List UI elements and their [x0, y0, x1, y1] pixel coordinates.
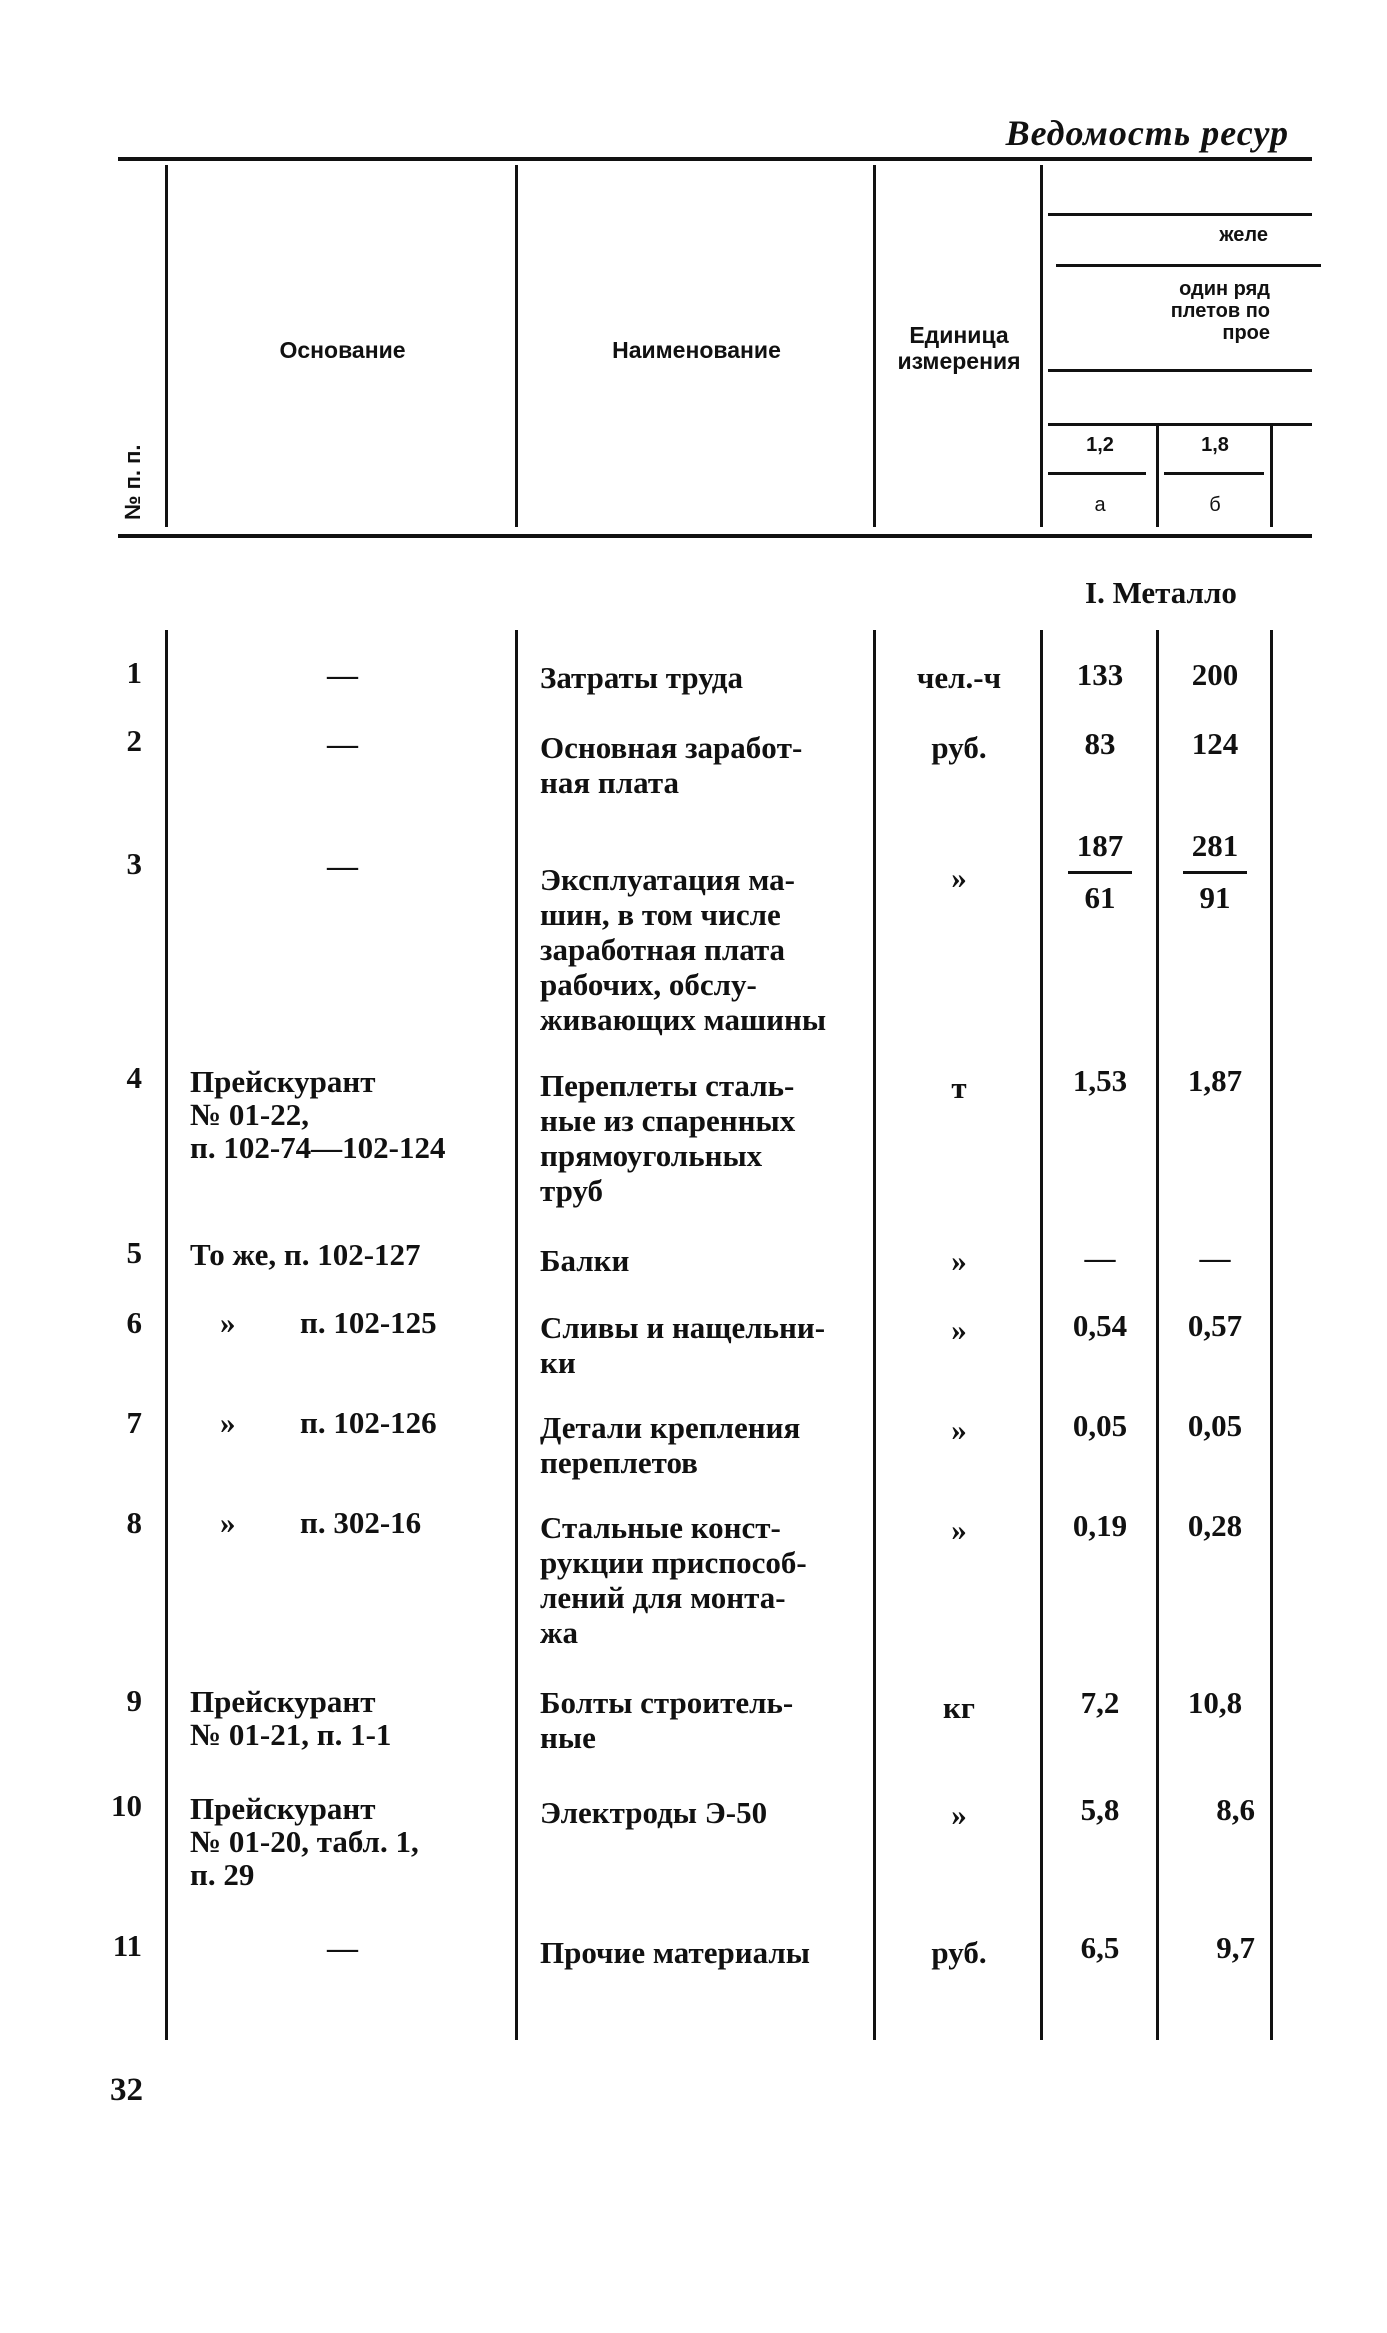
group-rule — [1164, 472, 1264, 475]
row-number: 10 — [111, 1788, 142, 1823]
section-title: I. Металло — [1085, 575, 1237, 610]
row-number: 8 — [126, 1505, 142, 1540]
row-value-a: 0,54 — [1072, 1308, 1128, 1343]
row-unit: » — [951, 1243, 967, 1278]
row-value-a: 133 — [1076, 657, 1124, 692]
body-divider — [1270, 630, 1273, 2040]
group-rule — [1048, 472, 1146, 475]
header-group-top: желе — [1219, 224, 1268, 246]
row-value-b: 0,05 — [1187, 1408, 1243, 1443]
fraction-bar — [1068, 871, 1132, 874]
row-number: 9 — [126, 1683, 142, 1718]
row-value-b: 1,87 — [1187, 1063, 1243, 1098]
row-value-a: 5,8 — [1080, 1792, 1120, 1827]
fraction-bar — [1183, 871, 1247, 874]
row-basis: — — [327, 726, 358, 761]
row-unit: руб. — [931, 1935, 987, 1970]
header-top-rule — [118, 157, 1312, 161]
row-basis: Прейскурант № 01-20, табл. 1, п. 29 — [190, 1791, 419, 1892]
header-divider — [165, 165, 168, 527]
row-value-b: 0,57 — [1187, 1308, 1243, 1343]
row-name: Болты строитель- ные — [540, 1685, 794, 1755]
header-divider — [873, 165, 876, 527]
row-basis: п. 302-16 — [300, 1505, 422, 1540]
ditto-mark: » — [220, 1505, 236, 1540]
row-name: Детали крепления переплетов — [540, 1410, 801, 1480]
row-basis: То же, п. 102-127 — [190, 1237, 421, 1272]
row-unit: » — [951, 1412, 967, 1447]
row-name: Сливы и нащельни- ки — [540, 1310, 826, 1380]
row-value-a-numerator: 187 — [1076, 828, 1124, 863]
row-value-b-denominator: 91 — [1199, 880, 1231, 915]
running-title: Ведомость ресур — [1005, 113, 1289, 153]
body-divider — [1040, 630, 1043, 2040]
row-number: 3 — [126, 846, 142, 881]
header-num: № п. п. — [120, 444, 145, 520]
group-rule — [1056, 264, 1321, 267]
row-value-a: 7,2 — [1080, 1685, 1120, 1720]
row-value-b-numerator: 281 — [1191, 828, 1239, 863]
header-divider — [1040, 165, 1043, 527]
header-bottom-rule — [118, 534, 1312, 538]
row-unit: руб. — [931, 730, 987, 765]
row-number: 2 — [126, 723, 142, 758]
row-name: Балки — [540, 1243, 630, 1278]
row-number: 4 — [126, 1060, 142, 1095]
row-value-b: 9,7 — [1216, 1930, 1255, 1965]
header-unit: Единица измерения — [897, 322, 1021, 374]
row-unit: » — [951, 860, 967, 895]
page-number: 32 — [110, 2072, 143, 2108]
row-number: 1 — [126, 655, 142, 690]
group-rule — [1048, 369, 1312, 372]
header-sub-a-value: 1,2 — [1086, 434, 1114, 456]
row-number: 5 — [126, 1235, 142, 1270]
header-group-sub: один ряд плетов по прое — [1170, 278, 1270, 344]
row-name: Прочие материалы — [540, 1935, 810, 1970]
row-unit: » — [951, 1312, 967, 1347]
row-number: 11 — [112, 1928, 142, 1963]
row-value-b: 124 — [1191, 726, 1239, 761]
row-basis: — — [327, 848, 358, 883]
body-divider — [165, 630, 168, 2040]
header-name: Наименование — [612, 337, 781, 363]
header-divider — [515, 165, 518, 527]
row-unit: т — [951, 1070, 967, 1105]
body-divider — [873, 630, 876, 2040]
row-name: Эксплуатация ма- шин, в том числе заработная плата рабочих, обслу- живающих машины — [540, 862, 827, 1037]
row-name: Основная зарабoт- ная плата — [540, 730, 803, 800]
row-value-b: — — [1199, 1240, 1231, 1275]
row-unit: » — [951, 1797, 967, 1832]
group-rule — [1048, 423, 1312, 426]
header-divider — [1156, 425, 1159, 527]
row-value-a: 0,05 — [1072, 1408, 1128, 1443]
row-basis: п. 102-126 — [300, 1405, 437, 1440]
row-basis: п. 102-125 — [300, 1305, 437, 1340]
row-number: 6 — [126, 1305, 142, 1340]
row-basis: Прейскурант № 01-22, п. 102-74—102-124 — [190, 1064, 446, 1165]
row-value-a: 0,19 — [1072, 1508, 1128, 1543]
row-value-b: 200 — [1191, 657, 1239, 692]
row-basis: Прейскурант № 01-21, п. 1-1 — [190, 1684, 392, 1752]
header-sub-a-letter: а — [1094, 494, 1106, 516]
ditto-mark: » — [220, 1405, 236, 1440]
row-number: 7 — [126, 1405, 142, 1440]
row-name: Переплеты сталь- ные из спаренных прямоугольных труб — [540, 1068, 796, 1208]
ditto-mark: » — [220, 1305, 236, 1340]
row-unit: кг — [943, 1690, 975, 1725]
row-value-a-denominator: 61 — [1084, 880, 1116, 915]
row-value-b: 0,28 — [1187, 1508, 1243, 1543]
row-unit: чел.-ч — [916, 660, 1002, 695]
row-value-a: 1,53 — [1072, 1063, 1128, 1098]
row-basis: — — [327, 657, 358, 692]
header-divider — [1270, 425, 1273, 527]
header-sub-b-letter: б — [1209, 494, 1221, 516]
row-name: Электроды Э-50 — [540, 1795, 768, 1830]
row-value-a: — — [1084, 1240, 1116, 1275]
row-name: Стальные конст- рукции приспособ- лений для монта- жа — [540, 1510, 807, 1650]
row-basis: — — [327, 1930, 358, 1965]
row-unit: » — [951, 1512, 967, 1547]
row-value-b: 8,6 — [1216, 1792, 1255, 1827]
row-value-b: 10,8 — [1187, 1685, 1243, 1720]
header-basis: Основание — [279, 337, 406, 363]
group-rule — [1048, 213, 1312, 216]
body-divider — [1156, 630, 1159, 2040]
row-value-a: 83 — [1084, 726, 1116, 761]
row-name: Затраты труда — [540, 660, 743, 695]
row-value-a: 6,5 — [1080, 1930, 1120, 1965]
header-sub-b-value: 1,8 — [1201, 434, 1229, 456]
body-divider — [515, 630, 518, 2040]
